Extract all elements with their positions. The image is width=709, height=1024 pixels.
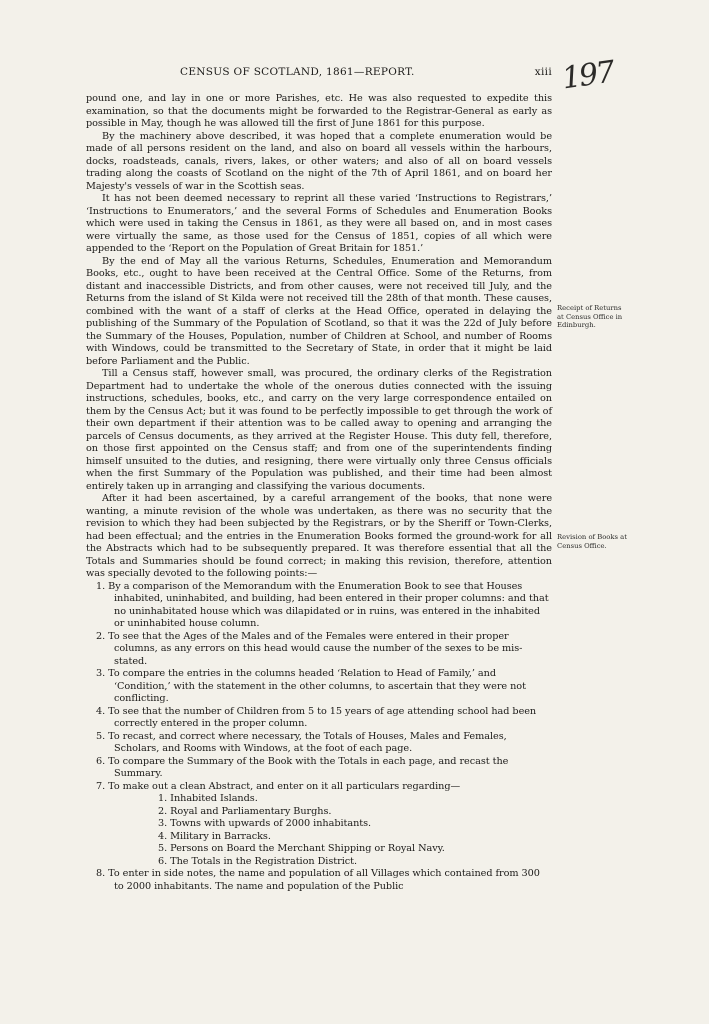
sub-list-item: 3. Towns with upwards of 2000 inhabitants.	[158, 818, 372, 829]
running-title: CENSUS OF SCOTLAND, 1861—REPORT.	[180, 66, 415, 78]
sub-list-item: 6. The Totals in the Registration District.	[158, 855, 358, 867]
paragraph: By the end of May all the various Returns, Schedules, Enumeration and Memorandum Books, etc., ought to have been received at the Central Office. Some of the Returns, from distant and inaccessible Districts, and from other causes, were not received till July, and the Returns from the island of St Kilda were not received till the 28th of that month. These causes, combined with the want of a staff of clerks at the Head Office, operated in delaying the publishing of the Summary of the Population of Scotland, so that it was the 22d of July before the Summary of the Houses, Population, number of Children at School, and number of Rooms with Windows, could be transmitted to the Secretary of State, in order that it might be laid before Parliament and the Public.	[86, 255, 552, 367]
list-item: 2. To see that the Ages of the Males and of the Females were entered in their proper columns, as any errors on this head would cause the number of the sexes to be mis-stated.	[96, 630, 523, 667]
paragraph: pound one, and lay in one or more Parishes, etc. He was also requested to expedite this examination, so that the documents might be forwarded to the Registrar-General as early as possible in May, though he was allowed till the first of June 1861 for this purpose.	[86, 93, 552, 129]
sub-list-item: 1. Inhabited Islands.	[158, 793, 258, 804]
paragraph: It has not been deemed necessary to reprint all these varied ‘Instructions to Registrars,’ ‘Instructions to Enumerators,’ and the several Forms of Schedules and Enumeration Books which were used in taking the Census in 1861, as they were all based on, and in most cases were virtually the same, as those used for the Census of 1851, copies of all which were appended to the ‘Report on the Population of Great Britain for 1851.’	[86, 193, 552, 254]
list-item: 6. To compare the Summary of the Book with the Totals in each page, and recast the Summary.	[96, 755, 509, 779]
body-text	[86, 93, 552, 893]
list-item: 5. To recast, and correct where necessary, the Totals of Houses, Males and Females, Scholars, and Rooms with Windows, at the foot of each page.	[96, 730, 507, 754]
list-item: 8. To enter in side notes, the name and population of all Villages which contained from 300 to 2000 inhabitants. The name and population of the Public	[96, 868, 540, 892]
revision-points-list-continued	[86, 868, 552, 893]
list-item: 7. To make out a clean Abstract, and enter on it all particulars regarding—	[96, 780, 461, 792]
list-item: 3. To compare the entries in the columns headed ‘Relation to Head of Family,’ and ‘Condition,’ with the statement in the other columns, to ascertain that they were not conflicting.	[96, 668, 526, 704]
paragraph: Till a Census staff, however small, was procured, the ordinary clerks of the Registration Department had to undertake the whole of the onerous duties connected with the issuing instructions, schedules, books, etc., and carry on the very large correspondence entailed on them by the Census Act; but it was found to be perfectly impossible to get through the work of their own department if their attention was to be called away to opening and arranging the parcels of Census documents, as they arrived at the Register House. This duty fell, therefore, on those first appointed on the Census staff; and from one of the superintendents finding himself unsuited to the duties, and resigning, there were virtually only three Census officials when the first Summary of the Population was published, and their time had been almost entirely taken up in arranging and classifying the various documents.	[86, 368, 552, 492]
paragraph: By the machinery above described, it was hoped that a complete enumeration would be made of all persons resident on the land, and also on board all vessels within the harbours, docks, roadsteads, canals, rivers, lakes, or other waters; and also of all on board vessels trading along the coasts of Scotland on the night of the 7th of April 1861, and on board her Majesty's vessels of war in the Scottish seas.	[86, 130, 552, 192]
revision-points-list	[86, 581, 552, 794]
handwritten-folio-number: 197	[559, 54, 616, 97]
sub-list-item: 4. Military in Barracks.	[158, 830, 271, 842]
margin-note-revision: Revision of Books at Census Office.	[557, 533, 627, 550]
paragraph: After it had been ascertained, by a careful arrangement of the books, that none were wanting, a minute revision of the whole was undertaken, as there was no security that the revision to which they had been subjected by the Registrars, or by the Sheriff or Town-Clerks, had been effectual; and the entries in the Enumeration Books formed the ground-work for all the Abstracts which had to be subsequently prepared. It was therefore essential that all the Totals and Summaries should be found correct; in making this revision, therefore, attention was specially devoted to the following points:—	[86, 493, 552, 579]
abstract-particulars-list	[86, 793, 552, 868]
sub-list-item: 5. Persons on Board the Merchant Shipping or Royal Navy.	[158, 843, 445, 854]
list-item: 4. To see that the number of Children from 5 to 15 years of age attending school had been correctly entered in the proper column.	[96, 705, 537, 729]
page-number: xiii	[534, 66, 552, 78]
sub-list-item: 2. Royal and Parliamentary Burghs.	[158, 805, 332, 817]
list-item: 1. By a comparison of the Memorandum with the Enumeration Book to see that Houses inhabited, uninhabited, and building, had been entered in their proper columns: and that no uninhabitated house which was dilapidated or in ruins, was entered in the inhabited or uninhabited house column.	[96, 580, 549, 629]
margin-note-receipt: Receipt of Returns at Census Office in Edinburgh.	[557, 304, 623, 329]
